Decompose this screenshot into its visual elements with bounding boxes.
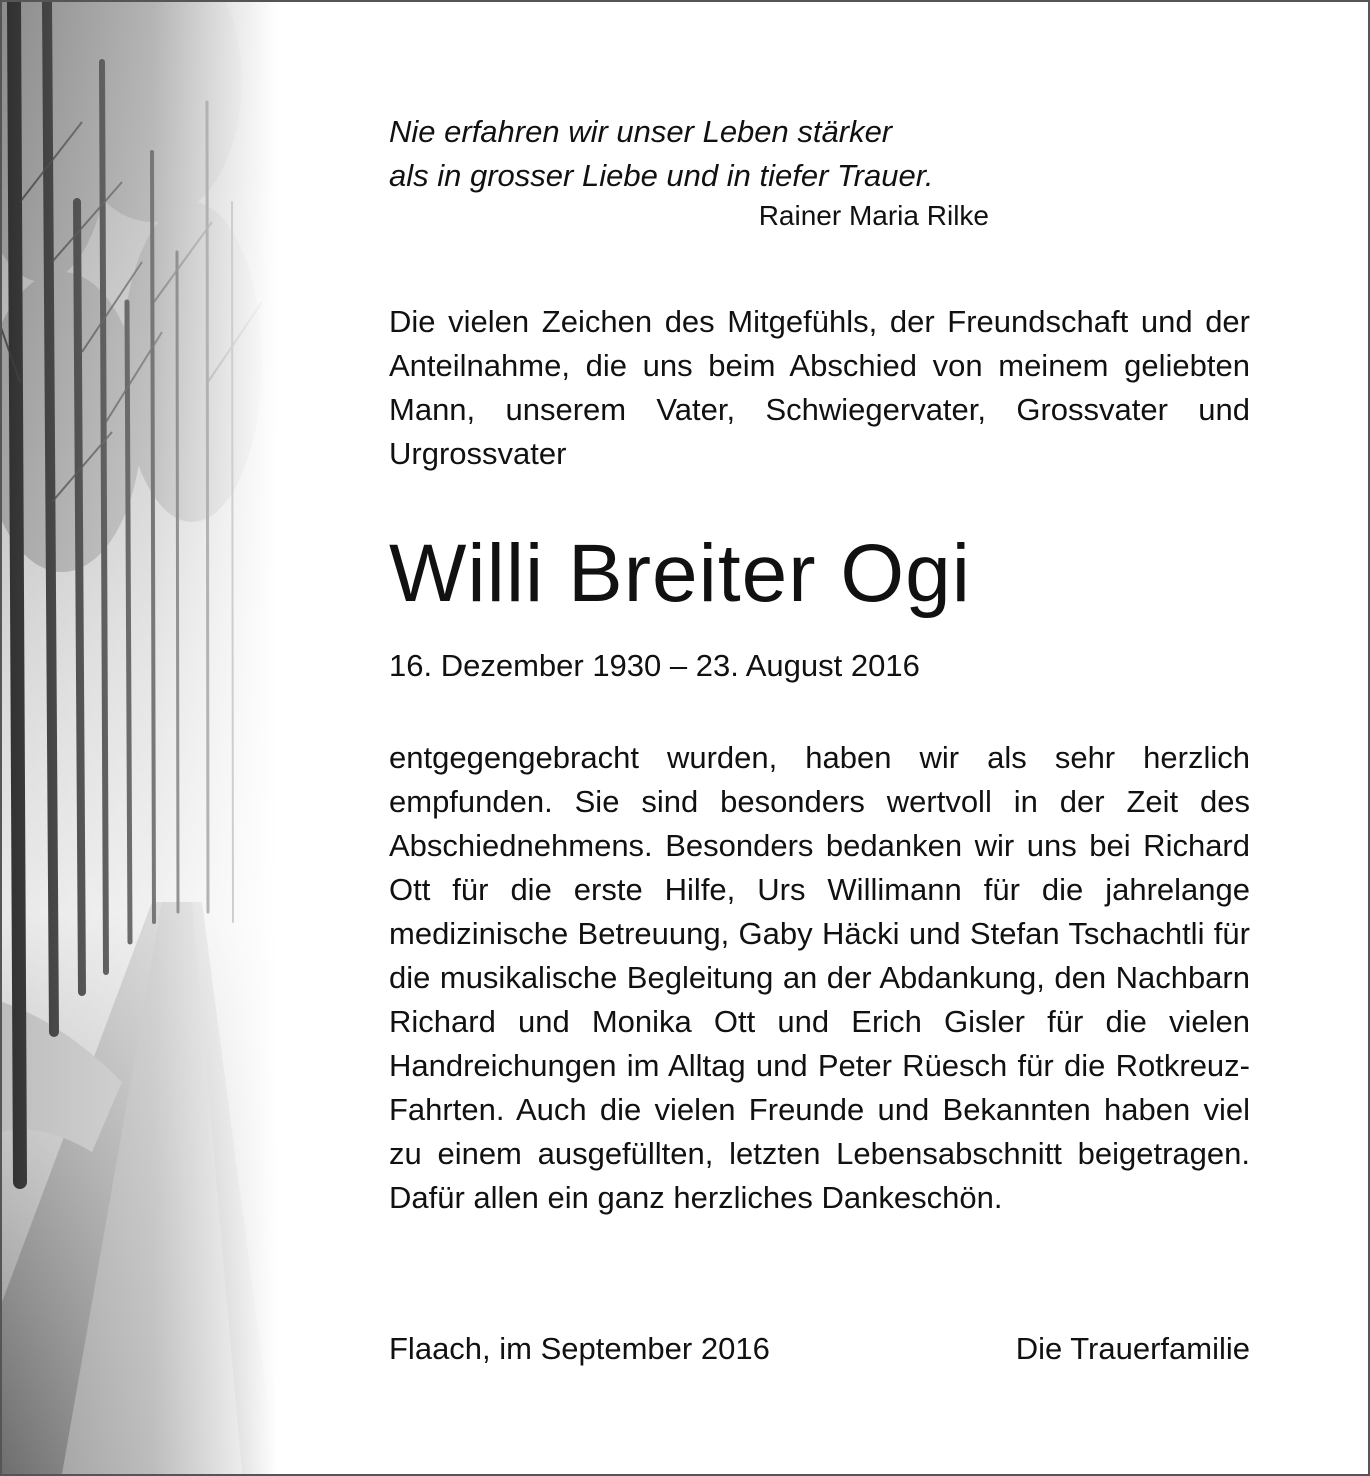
rilke-quote [389,110,1009,198]
notice-footer [389,1327,1250,1371]
intro-paragraph: Die vielen Zeichen des Mitgefühls, der Freundschaft und der Anteilnahme, die uns beim Abschied von meinem geliebten Mann, unserem Vater, Schwiegervater, Grossvater und Urgrossvater [389,304,1250,471]
quote-line-2: als in grosser Liebe und in tiefer Trauer. [389,158,934,193]
place-date: Flaach, im September 2016 [389,1331,770,1366]
signature: Die Trauerfamilie [1015,1331,1250,1366]
quote-author: Rainer Maria Rilke [758,200,989,231]
deceased-name: Willi Breiter Ogi [389,528,971,619]
quote-line-1: Nie erfahren wir unser Leben stärker [389,114,893,149]
life-dates: 16. Dezember 1930 – 23. August 2016 [389,648,920,683]
forest-path-photo [2,2,277,1474]
thanks-paragraph: entgegengebracht wurden, haben wir als sehr herzlich empfunden. Sie sind besonders wertvoll in der Zeit des Abschiednehmens. Besonders bedanken wir uns bei Richard Ott für die erste Hilfe, Urs Willimann für die jahrelange medizinische Betreuung, Gaby Häcki und Stefan Tschachtli für die musikalische Begleitung an der Abdankung, den Nachbarn Richard und Monika Ott und Erich Gisler für die vielen Handreichungen im Alltag und Peter Rüesch für die Rotkreuz-Fahrten. Auch die vielen Freunde und Bekannten haben viel zu einem ausgefüllten, letzten Lebensabschnitt beigetragen. Dafür allen ein ganz herzliches Dankeschön. [389,740,1250,1215]
